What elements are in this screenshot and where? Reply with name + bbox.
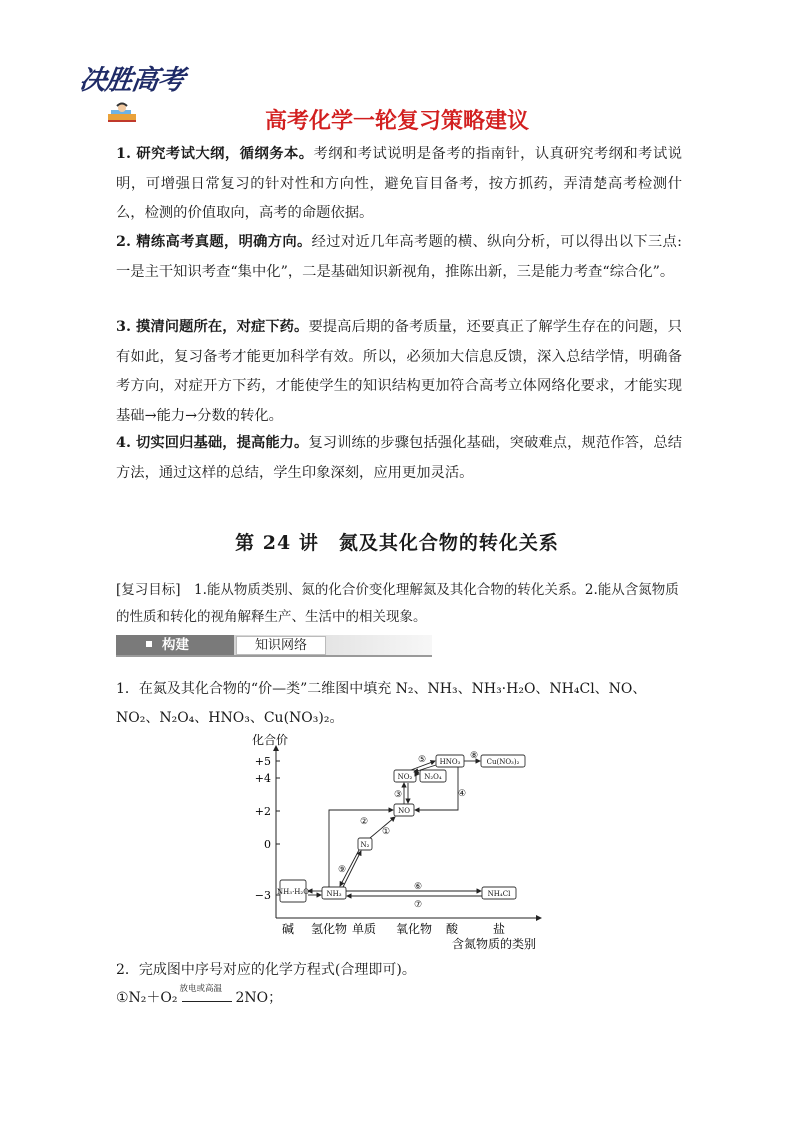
node-nh3h2o-label: NH₃·H₂O bbox=[277, 888, 309, 896]
strategy-2-body: 经过对近几年高考题的横、纵向分析，可以得出以下三点:一是主干知识考查“集中化”，二是基础知识新视角，推陈出新，三是能力考查“综合化”。 bbox=[116, 234, 682, 280]
strategy-3 bbox=[116, 313, 682, 431]
x-tick-labels bbox=[282, 921, 505, 936]
section-bar-underline bbox=[116, 655, 432, 657]
strategy-2 bbox=[116, 228, 682, 287]
arrow-label: ④ bbox=[457, 789, 467, 799]
y-tick-label: +2 bbox=[254, 805, 271, 818]
node-no-label: NO bbox=[398, 807, 410, 815]
y-tick-labels bbox=[255, 755, 271, 902]
y-tick-label: 0 bbox=[264, 838, 271, 851]
y-tick-label: −3 bbox=[254, 889, 271, 902]
arrow-label: ③ bbox=[393, 790, 403, 800]
node-n2o4-label: N₂O₄ bbox=[424, 773, 442, 781]
main-title: 高考化学一轮复习策略建议 bbox=[264, 109, 529, 134]
section-bar-dark bbox=[116, 635, 234, 655]
section-bar-light-label: 知识网络 bbox=[236, 636, 326, 655]
strategy-3-heading: 3. 摸清问题所在，对症下药。 bbox=[116, 319, 309, 335]
y-tick-label: +4 bbox=[254, 772, 271, 785]
reaction-condition bbox=[179, 984, 232, 1002]
logo-text: 决胜高考 bbox=[77, 65, 186, 96]
node-nh4cl-label: NH₄Cl bbox=[487, 890, 511, 898]
arrow-label: ① bbox=[381, 827, 391, 837]
y-axis-label: 化合价 bbox=[252, 733, 289, 747]
arrow-label: ⑨ bbox=[337, 865, 347, 875]
node-n2-label: N₂ bbox=[360, 841, 370, 849]
x-tick-label: 盐 bbox=[492, 922, 506, 936]
node-hno3-label: HNO₃ bbox=[439, 758, 461, 766]
x-tick-label: 氢化物 bbox=[310, 922, 348, 936]
review-goal: [复习目标] 1.能从物质类别、氮的化合价变化理解氮及其化合物的转化关系。2.能从含氮物质的性质和转化的视角解释生产、生活中的相关现象。 bbox=[116, 582, 679, 625]
strategy-3-body: 要提高后期的备考质量，还要真正了解学生存在的问题，只有如此，复习备考才能更加科学有效。所以，必须加大信息反馈，深入总结学情，明确备考方向，对症开方下药，才能使学生的知识结构更加符合高考立体网络化要求，才能实现基础→能力→分数的转化。 bbox=[116, 319, 683, 424]
question-2: 2．完成图中序号对应的化学方程式(合理即可)。 bbox=[116, 962, 416, 978]
strategy-1-heading: 1. 研究考试大纲，循纲务本。 bbox=[116, 146, 314, 162]
section-bar bbox=[116, 635, 432, 657]
node-no2-label: NO₂ bbox=[397, 773, 413, 781]
arrow-label: ② bbox=[359, 817, 369, 827]
x-tick-label: 氧化物 bbox=[395, 922, 433, 936]
arrow-label: ⑦ bbox=[413, 900, 423, 910]
equation-1-right: 2NO； bbox=[235, 990, 283, 1006]
equation-1 bbox=[116, 984, 283, 1007]
strategy-4 bbox=[116, 429, 682, 488]
arrow-label: ⑥ bbox=[413, 882, 423, 892]
lecture-title: 第 24 讲 氮及其化合物的转化关系 bbox=[235, 532, 559, 554]
arrow-label: ⑤ bbox=[417, 755, 427, 765]
strategy-4-body: 复习训练的步骤包括强化基础，突破难点，规范作答，总结方法，通过这样的总结，学生印象深刻，应用更加灵活。 bbox=[116, 435, 683, 481]
x-tick-label: 单质 bbox=[351, 922, 377, 936]
valence-class-diagram bbox=[246, 728, 546, 950]
question-1: 1．在氮及其化合物的“价—类”二维图中填充 N₂、NH₃、NH₃·H₂O、NH₄Cl、NO、NO₂、N₂O₄、HNO₃、Cu(NO₃)₂。 bbox=[116, 681, 647, 726]
section-bar-dark-label: 构建 bbox=[162, 637, 189, 653]
y-tick-label: +5 bbox=[254, 755, 271, 768]
strategy-2-heading: 2. 精练高考真题，明确方向。 bbox=[116, 234, 312, 250]
strategy-1-body: 考纲和考试说明是备考的指南针，认真研究考纲和考试说明，可增强日常复习的针对性和方向性，避免盲目备考，按方抓药，弄清楚高考检测什么，检测的价值取向，高考的命题依据。 bbox=[116, 146, 683, 221]
x-axis-label: 含氮物质的类别 bbox=[451, 937, 537, 950]
strategy-1 bbox=[116, 140, 682, 229]
arrow-label: ⑧ bbox=[469, 751, 479, 761]
strategy-4-heading: 4. 切实回归基础，提高能力。 bbox=[116, 435, 309, 451]
node-cuno32-label: Cu(NO₃)₂ bbox=[486, 758, 520, 766]
x-tick-label: 碱 bbox=[281, 922, 295, 936]
condition-text: 放电或高温 bbox=[179, 984, 223, 994]
x-tick-label: 酸 bbox=[445, 922, 459, 936]
section-bar-light bbox=[234, 635, 432, 655]
equation-1-left: ①N₂＋O₂ bbox=[116, 990, 178, 1006]
node-nh3-label: NH₃ bbox=[326, 890, 342, 898]
square-bullet-icon bbox=[146, 641, 152, 647]
